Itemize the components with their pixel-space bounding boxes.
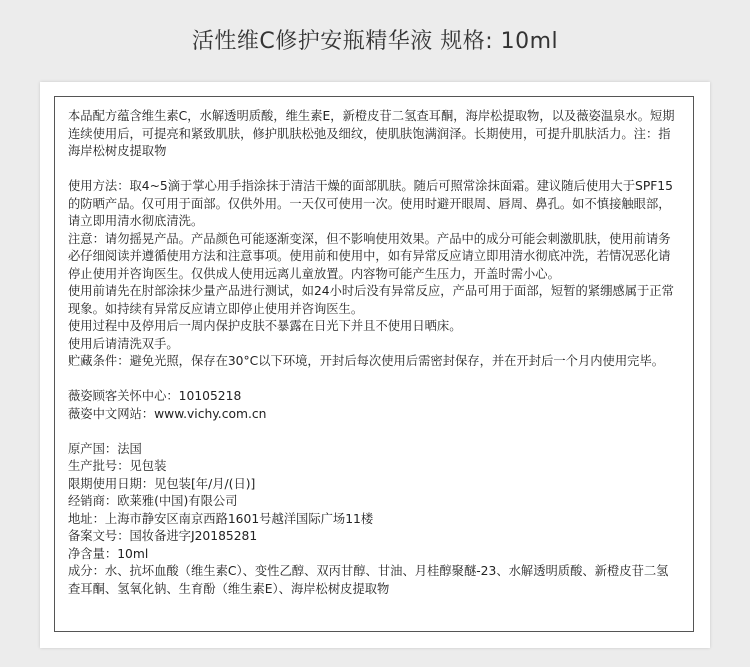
hotline-line: 薇姿顾客关怀中心：10105218 — [68, 389, 242, 403]
patch-test-paragraph: 使用前请先在肘部涂抹少量产品进行测试，如24小时后没有异常反应，产品可用于面部，短暂的紧绷感属于正常现象。如持续有异常反应请立即停止使用并咨询医生。 — [68, 284, 674, 316]
intro-paragraph: 本品配方蕴含维生素C，水解透明质酸，维生素E，新橙皮苷二氢查耳酮，海岸松提取物，以及薇姿温泉水。短期连续使用后，可提亮和紧致肌肤，修护肌肤松弛及细纹，使肌肤饱满润泽。长期使用，可提升肌肤活力。注：指海岸松树皮提取物 — [68, 109, 675, 158]
address-line: 地址：上海市静安区南京西路1601号越洋国际广场11楼 — [68, 511, 374, 526]
origin-line: 原产国：法国 — [68, 441, 142, 456]
title-bar — [0, 0, 750, 82]
product-title: 活性维C修护安瓶精华液 规格: 10ml — [191, 28, 559, 54]
net-content-line: 净含量：10ml — [68, 546, 149, 561]
expiry-line: 限期使用日期：见包装[年/月/(日)] — [68, 476, 256, 491]
ingredients-paragraph: 成分：水、抗坏血酸（维生素C）、变性乙醇、双丙甘醇、甘油、月桂醇聚醚-23、水解透明质酸、新橙皮苷二氢查耳酮、氢氧化钠、生育酚（维生素E）、海岸松树皮提取物 — [68, 564, 669, 596]
label-text — [68, 108, 680, 598]
distributor-line: 经销商：欧莱雅(中国)有限公司 — [68, 494, 238, 508]
storage-paragraph: 贮藏条件：避免光照，保存在30°C以下环境，开封后每次使用后需密封保存，并在开封后一个月内使用完毕。 — [68, 354, 665, 368]
sun-warning: 使用过程中及停用后一周内保护皮肤不暴露在日光下并且不使用日晒床。 — [68, 319, 462, 333]
label-border — [54, 96, 694, 632]
usage-paragraph: 使用方法：取4~5滴于掌心用手指涂抹于清洁干燥的面部肌肤。随后可照常涂抹面霜。建议随后使用大于SPF15的防晒产品。仅可用于面部。仅供外用。一天仅可使用一次。使用时避开眼周、唇周、鼻孔。如不慎接触眼部，请立即用清水彻底清洗。 — [68, 179, 673, 228]
filing-line: 备案文号：国妆备进字J20185281 — [68, 529, 258, 543]
caution-paragraph: 注意：请勿摇晃产品。产品颜色可能逐渐变深，但不影响使用效果。产品中的成分可能会刺激肌肤，使用前请务必仔细阅读并遵循使用方法和注意事项。使用前和使用中，如有异常反应请立即用清水彻底冲洗，若情况恶化请停止使用并咨询医生。仅供成人使用远离儿童放置。内容物可能产生压力，开盖时需小心。 — [68, 231, 671, 281]
website-line: 薇姿中文网站：www.vichy.com.cn — [68, 406, 267, 421]
label-card — [40, 82, 710, 648]
batch-line: 生产批号：见包装 — [68, 459, 167, 473]
wash-hands-note: 使用后请清洗双手。 — [68, 336, 179, 351]
